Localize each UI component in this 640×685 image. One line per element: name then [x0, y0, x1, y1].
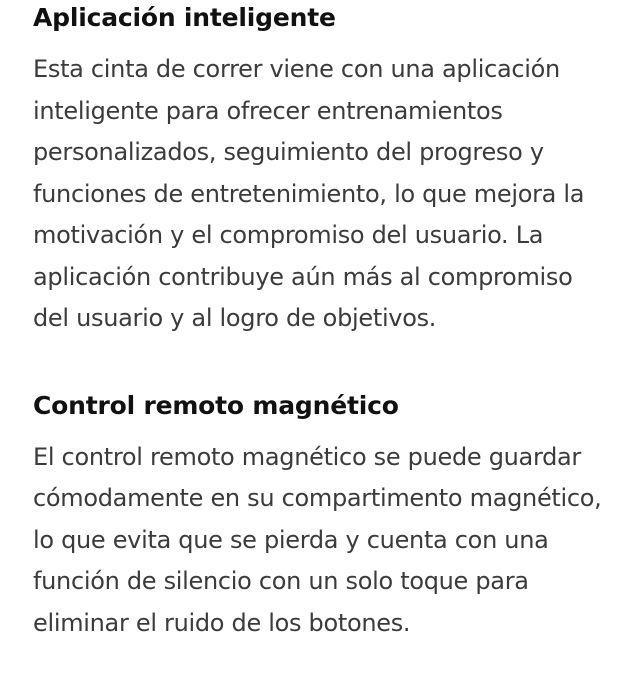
- feature-section-magnetic-remote: [33, 388, 613, 645]
- product-features: [33, 0, 613, 644]
- feature-section-smart-app: [33, 0, 613, 340]
- section-description: Esta cinta de correr viene con una aplicación inteligente para ofrecer entrenamientos personalizados, seguimiento del progreso y funciones de entretenimiento, lo que mejora la motivación y el compromiso del usuario. La aplicación contribuye aún más al compromiso del usuario y al logro de objetivos.: [33, 55, 585, 332]
- section-description: El control remoto magnético se puede guardar cómodamente en su compartimento magnético, lo que evita que se pierda y cuenta con una función de silencio con un solo toque para eliminar el ruido de los botones.: [33, 442, 602, 637]
- section-title: Aplicación inteligente: [33, 3, 336, 32]
- section-title: Control remoto magnético: [33, 390, 399, 420]
